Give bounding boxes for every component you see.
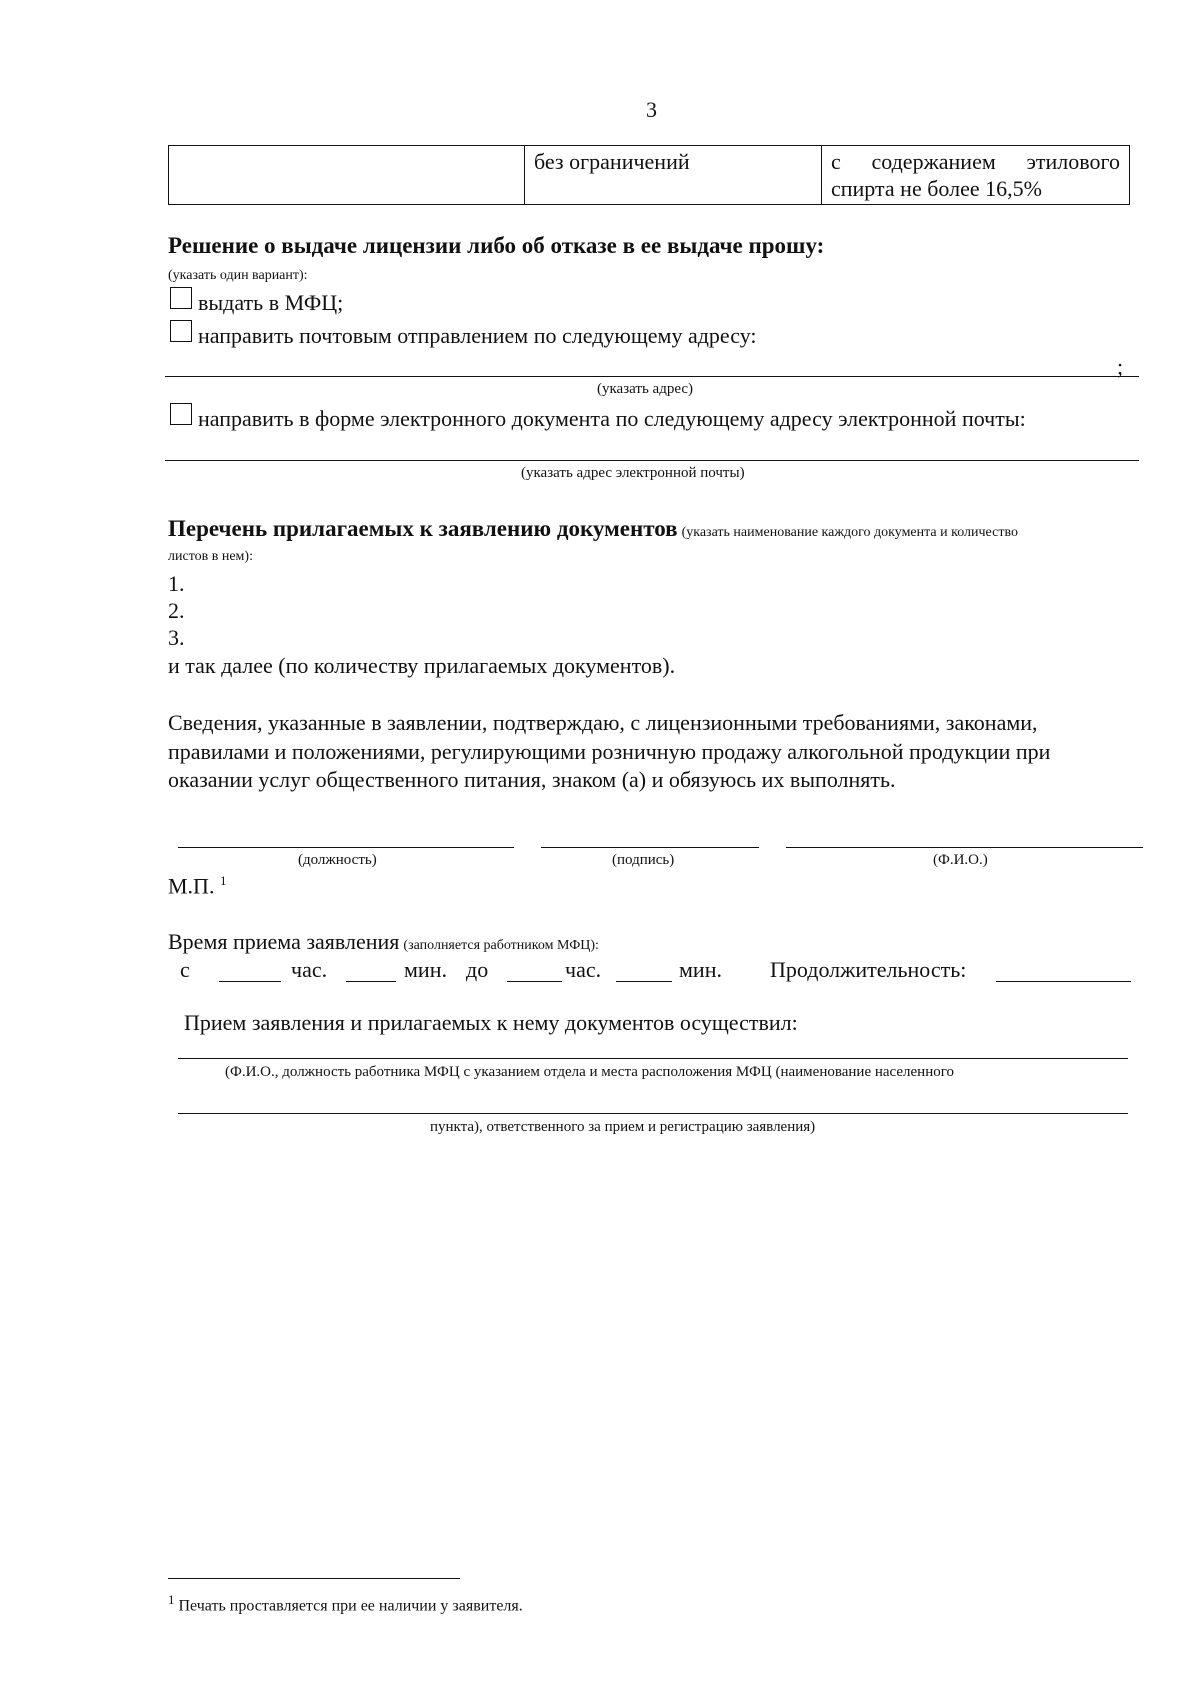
signature-caption: (подпись) (612, 852, 675, 868)
accepted-by-line-2[interactable] (178, 1113, 1128, 1114)
to-hours-label: час. (565, 957, 602, 982)
signature-line[interactable] (541, 847, 759, 848)
reception-time-hint: (заполняется работником МФЦ): (403, 938, 599, 953)
name-line[interactable] (786, 847, 1143, 848)
option-mfc-label: выдать в МФЦ; (198, 290, 344, 315)
option-email-label: направить в форме электронного документа по следующему адресу электронной почты: (198, 406, 1026, 431)
position-caption: (должность) (298, 852, 377, 868)
reception-time-label: Время приема заявления (168, 929, 400, 954)
to-label: до (466, 957, 489, 982)
documents-heading-row (168, 516, 1018, 542)
table-cell-alcohol-content: с содержанием этилового спирта не более 16,5% (822, 146, 1130, 205)
reception-time-row (168, 929, 599, 955)
address-semicolon: ; (1117, 354, 1124, 379)
document-item-2: 2. (168, 598, 185, 623)
license-table-fragment (168, 145, 1130, 205)
accepted-by-label: Прием заявления и прилагаемых к нему документов осуществил: (184, 1010, 798, 1035)
email-line[interactable] (165, 460, 1139, 461)
documents-hint-cont: листов в нем): (168, 549, 253, 564)
footnote-mark: 1 (168, 1592, 175, 1607)
from-minutes-label: мин. (404, 957, 447, 982)
name-caption: (Ф.И.О.) (933, 852, 988, 868)
accepted-by-line-1[interactable] (178, 1058, 1128, 1059)
footnote-text: Печать проставляется при ее наличии у заявителя. (178, 1597, 523, 1615)
confirmation-line-1: Сведения, указанные в заявлении, подтверждаю, с лицензионными требованиями, законами, (168, 710, 1038, 735)
confirmation-line-3: оказании услуг общественного питания, знаком (а) и обязуюсь их выполнять. (168, 767, 896, 792)
email-caption: (указать адрес электронной почты) (521, 465, 745, 481)
table-cell-empty (169, 146, 525, 205)
document-item-3: 3. (168, 625, 185, 650)
table-cell-restriction: без ограничений (525, 146, 822, 205)
documents-heading: Перечень прилагаемых к заявлению документов (168, 516, 678, 541)
page-number: 3 (646, 97, 657, 122)
to-minutes-label: мин. (679, 957, 722, 982)
accepted-by-caption-1: (Ф.И.О., должность работника МФЦ с указанием отдела и места расположения МФЦ (наименование населенного (225, 1064, 955, 1080)
document-item-1: 1. (168, 571, 185, 596)
accepted-by-caption-2: пункта), ответственного за прием и регистрацию заявления) (430, 1119, 816, 1135)
footnote-ref: 1 (219, 873, 227, 888)
footnote-separator (168, 1578, 460, 1579)
to-hours-field[interactable] (507, 981, 562, 982)
decision-hint: (указать один вариант): (168, 268, 308, 283)
footnote (168, 1592, 523, 1615)
stamp-label: М.П. $^1$ (168, 873, 227, 899)
documents-hint: (указать наименование каждого документа и количество (681, 525, 1018, 540)
option-mfc-checkbox[interactable] (170, 287, 192, 309)
duration-field[interactable] (996, 981, 1131, 982)
from-label: с (180, 957, 190, 982)
address-line[interactable] (165, 376, 1139, 377)
option-email-checkbox[interactable] (170, 403, 192, 425)
documents-etc: и так далее (по количеству прилагаемых документов). (168, 653, 676, 678)
option-post-label: направить почтовым отправлением по следующему адресу: (198, 323, 757, 348)
duration-label: Продолжительность: (770, 957, 967, 982)
position-line[interactable] (178, 847, 514, 848)
address-caption: (указать адрес) (597, 381, 694, 397)
from-minutes-field[interactable] (346, 981, 396, 982)
option-post-checkbox[interactable] (170, 320, 192, 342)
from-hours-label: час. (291, 957, 328, 982)
confirmation-line-2: правилами и положениями, регулирующими розничную продажу алкогольной продукции при (168, 739, 1051, 764)
decision-heading: Решение о выдаче лицензии либо об отказе в ее выдаче прошу: (168, 233, 825, 258)
to-minutes-field[interactable] (616, 981, 672, 982)
from-hours-field[interactable] (219, 981, 281, 982)
